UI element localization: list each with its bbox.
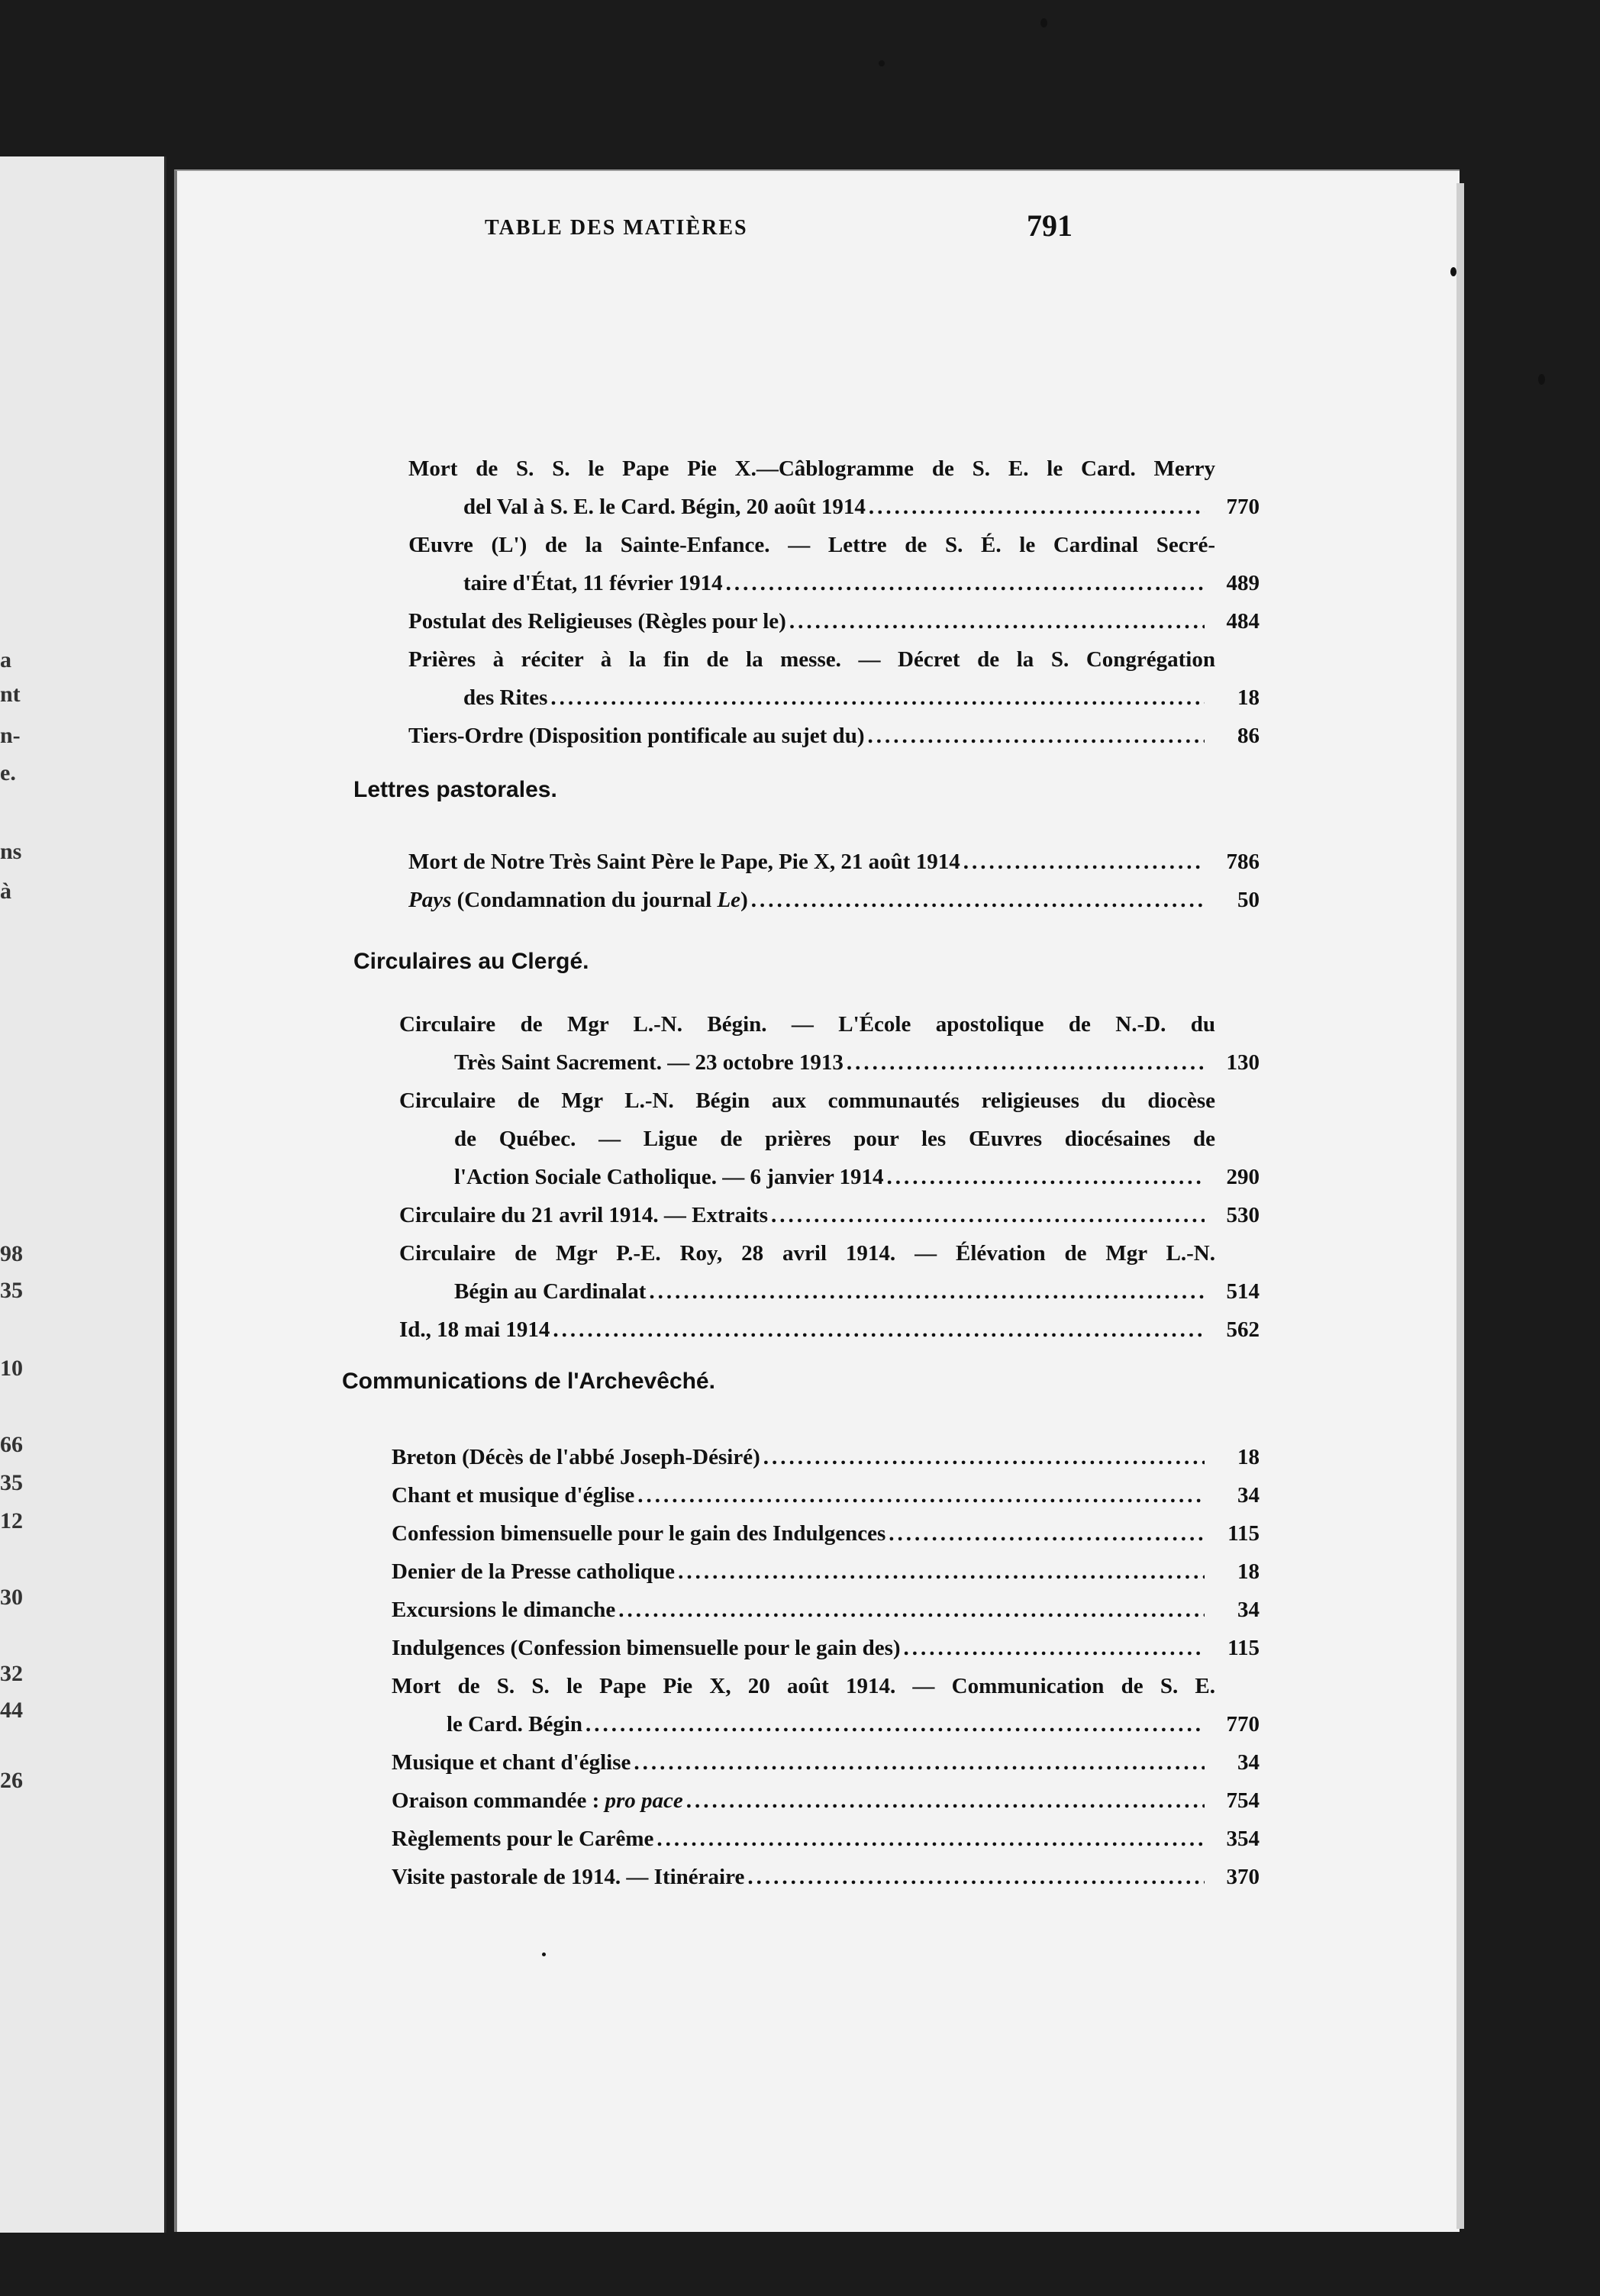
dot-leader [585,1706,1205,1743]
entry-page-number: 18 [1237,685,1260,710]
speck [1040,18,1047,27]
entry-page-number: 115 [1227,1521,1260,1546]
entry-page-number: 34 [1237,1598,1260,1622]
entry-text: Excursions le dimanche [392,1598,616,1622]
dot-leader [963,843,1205,881]
previous-page-edge [0,156,166,2233]
dot-leader [867,718,1205,755]
entry-text: Chant et musique d'église [392,1483,635,1508]
entry-page-number: 754 [1226,1788,1260,1813]
dot-leader [847,1044,1205,1082]
entry-text: Pays (Condamnation du journal Le) [408,888,748,912]
page-edge [1456,183,1464,2229]
toc-entry-line [392,1439,1208,1476]
dot-leader [637,1477,1205,1514]
fragment-text: 10 [0,1356,23,1381]
toc-entry-line [392,1744,1208,1782]
dot-leader [678,1553,1205,1591]
entry-text: del Val à S. E. le Card. Bégin, 20 août 1914 [463,495,866,519]
entry-page-number: 86 [1237,724,1260,748]
entry-page-number: 34 [1237,1750,1260,1775]
dot-leader [771,1197,1205,1234]
entry-page-number: 115 [1227,1636,1260,1660]
toc-entry-line: Circulaire de Mgr L.-N. Bégin aux communautés religieuses du diocèse [399,1088,1215,1113]
entry-text: Indulgences (Confession bimensuelle pour le gain des) [392,1636,901,1660]
fragment-text: e. [0,760,16,785]
fragment-text: 66 [0,1432,23,1457]
entry-text: Bégin au Cardinalat [454,1279,647,1304]
toc-entry-line [463,679,1208,717]
entry-page-number: 786 [1226,850,1260,874]
speck [1450,267,1456,276]
entry-page-number: 18 [1237,1445,1260,1469]
dot-leader [553,1311,1205,1349]
entry-text: taire d'État, 11 février 1914 [463,571,723,595]
toc-entry-line [408,882,1208,919]
entry-text: le Card. Bégin [447,1712,583,1737]
toc-entry-line: Mort de S. S. le Pape Pie X, 20 août 1914. — Communication de S. E. [392,1674,1215,1698]
fragment-text: 44 [0,1698,23,1723]
entry-page-number: 562 [1226,1317,1260,1342]
entry-text: Règlements pour le Carême [392,1827,654,1851]
entry-page-number: 354 [1226,1827,1260,1851]
entry-page-number: 484 [1226,609,1260,634]
fragment-text: 98 [0,1241,23,1266]
fragment-text: 12 [0,1508,23,1533]
speck [542,1953,546,1956]
entry-page-number: 34 [1237,1483,1260,1508]
dot-leader [751,882,1205,919]
fragment-text: ns [0,839,22,864]
entry-page-number: 370 [1226,1865,1260,1889]
toc-entry-line [408,603,1208,640]
speck [879,60,885,66]
entry-text: l'Action Sociale Catholique. — 6 janvier 1914 [454,1165,884,1189]
entry-page-number: 130 [1226,1050,1260,1075]
entry-text: Très Saint Sacrement. — 23 octobre 1913 [454,1050,844,1075]
toc-entry-line [454,1159,1208,1196]
entry-page-number: 770 [1226,495,1260,519]
toc-entry-line [463,489,1208,526]
entry-text: des Rites [463,685,548,710]
fragment-text: n- [0,723,21,748]
toc-entry-line [392,1515,1208,1553]
dot-leader [686,1782,1205,1820]
entry-page-number: 489 [1226,571,1260,595]
toc-entry-line: Mort de S. S. le Pape Pie X.—Câblogramme de S. E. le Card. Merry [408,456,1215,481]
toc-entry-line [392,1782,1208,1820]
dot-leader [889,1515,1205,1553]
toc-entry-line [392,1820,1208,1858]
entry-text: Oraison commandée : pro pace [392,1788,683,1813]
toc-entry-line [408,718,1208,755]
section-heading: Lettres pastorales. [353,777,557,802]
toc-entry-line [392,1591,1208,1629]
entry-text: Id., 18 mai 1914 [399,1317,550,1342]
dot-leader [869,489,1205,526]
entry-text: Musique et chant d'église [392,1750,631,1775]
fragment-text: 26 [0,1768,23,1793]
fragment-text: 35 [0,1470,23,1495]
toc-entry-line: Prières à réciter à la fin de la messe. — Décret de la S. Congrégation [408,647,1215,672]
toc-entry-line [392,1630,1208,1667]
entry-text: Circulaire du 21 avril 1914. — Extraits [399,1203,769,1227]
toc-entry-line [392,1859,1208,1896]
fragment-text: 35 [0,1278,23,1303]
entry-text: Visite pastorale de 1914. — Itinéraire [392,1865,745,1889]
entry-text: Denier de la Presse catholique [392,1559,676,1584]
dot-leader [634,1744,1205,1782]
toc-entry-line [392,1553,1208,1591]
toc-entry-line [408,843,1208,881]
page-number: 791 [1027,208,1073,243]
entry-text: Tiers-Ordre (Disposition pontificale au sujet du) [408,724,865,748]
fragment-text: à [0,879,11,904]
entry-text: Postulat des Religieuses (Règles pour le) [408,609,786,634]
dot-leader [550,679,1205,717]
toc-entry-line [399,1197,1208,1234]
running-title: TABLE DES MATIÈRES [485,216,748,240]
toc-entry-line: Œuvre (L') de la Sainte-Enfance. — Lettre de S. É. le Cardinal Secré- [408,533,1215,557]
dot-leader [763,1439,1205,1476]
toc-entry-line [463,565,1208,602]
entry-text: Mort de Notre Très Saint Père le Pape, Pie X, 21 août 1914 [408,850,960,874]
toc-entry-line: Circulaire de Mgr P.-E. Roy, 28 avril 1914. — Élévation de Mgr L.-N. [399,1241,1215,1266]
dot-leader [726,565,1205,602]
section-heading: Communications de l'Archevêché. [342,1369,715,1394]
speck [1538,374,1545,385]
dot-leader [887,1159,1205,1196]
toc-entry-line: Circulaire de Mgr L.-N. Bégin. — L'École apostolique de N.-D. du [399,1012,1215,1037]
entry-page-number: 290 [1226,1165,1260,1189]
entry-page-number: 18 [1237,1559,1260,1584]
entry-page-number: 514 [1226,1279,1260,1304]
entry-text: Confession bimensuelle pour le gain des Indulgences [392,1521,886,1546]
fragment-text: 30 [0,1585,23,1610]
toc-entry-line [399,1311,1208,1349]
entry-text: Breton (Décès de l'abbé Joseph-Désiré) [392,1445,760,1469]
entry-page-number: 50 [1237,888,1260,912]
dot-leader [904,1630,1205,1667]
dot-leader [649,1273,1205,1311]
fragment-text: 32 [0,1661,23,1686]
toc-entry-line [454,1044,1208,1082]
dot-leader [618,1591,1205,1629]
fragment-text: a [0,647,11,672]
section-heading: Circulaires au Clergé. [353,949,589,974]
fragment-text: nt [0,682,21,707]
toc-entry-line [454,1273,1208,1311]
toc-entry-line [447,1706,1208,1743]
toc-entry-line: de Québec. — Ligue de prières pour les Œuvres diocésaines de [454,1127,1215,1151]
entry-page-number: 770 [1226,1712,1260,1737]
dot-leader [789,603,1205,640]
dot-leader [747,1859,1205,1896]
toc-entry-line [392,1477,1208,1514]
dot-leader [656,1820,1205,1858]
entry-page-number: 530 [1226,1203,1260,1227]
